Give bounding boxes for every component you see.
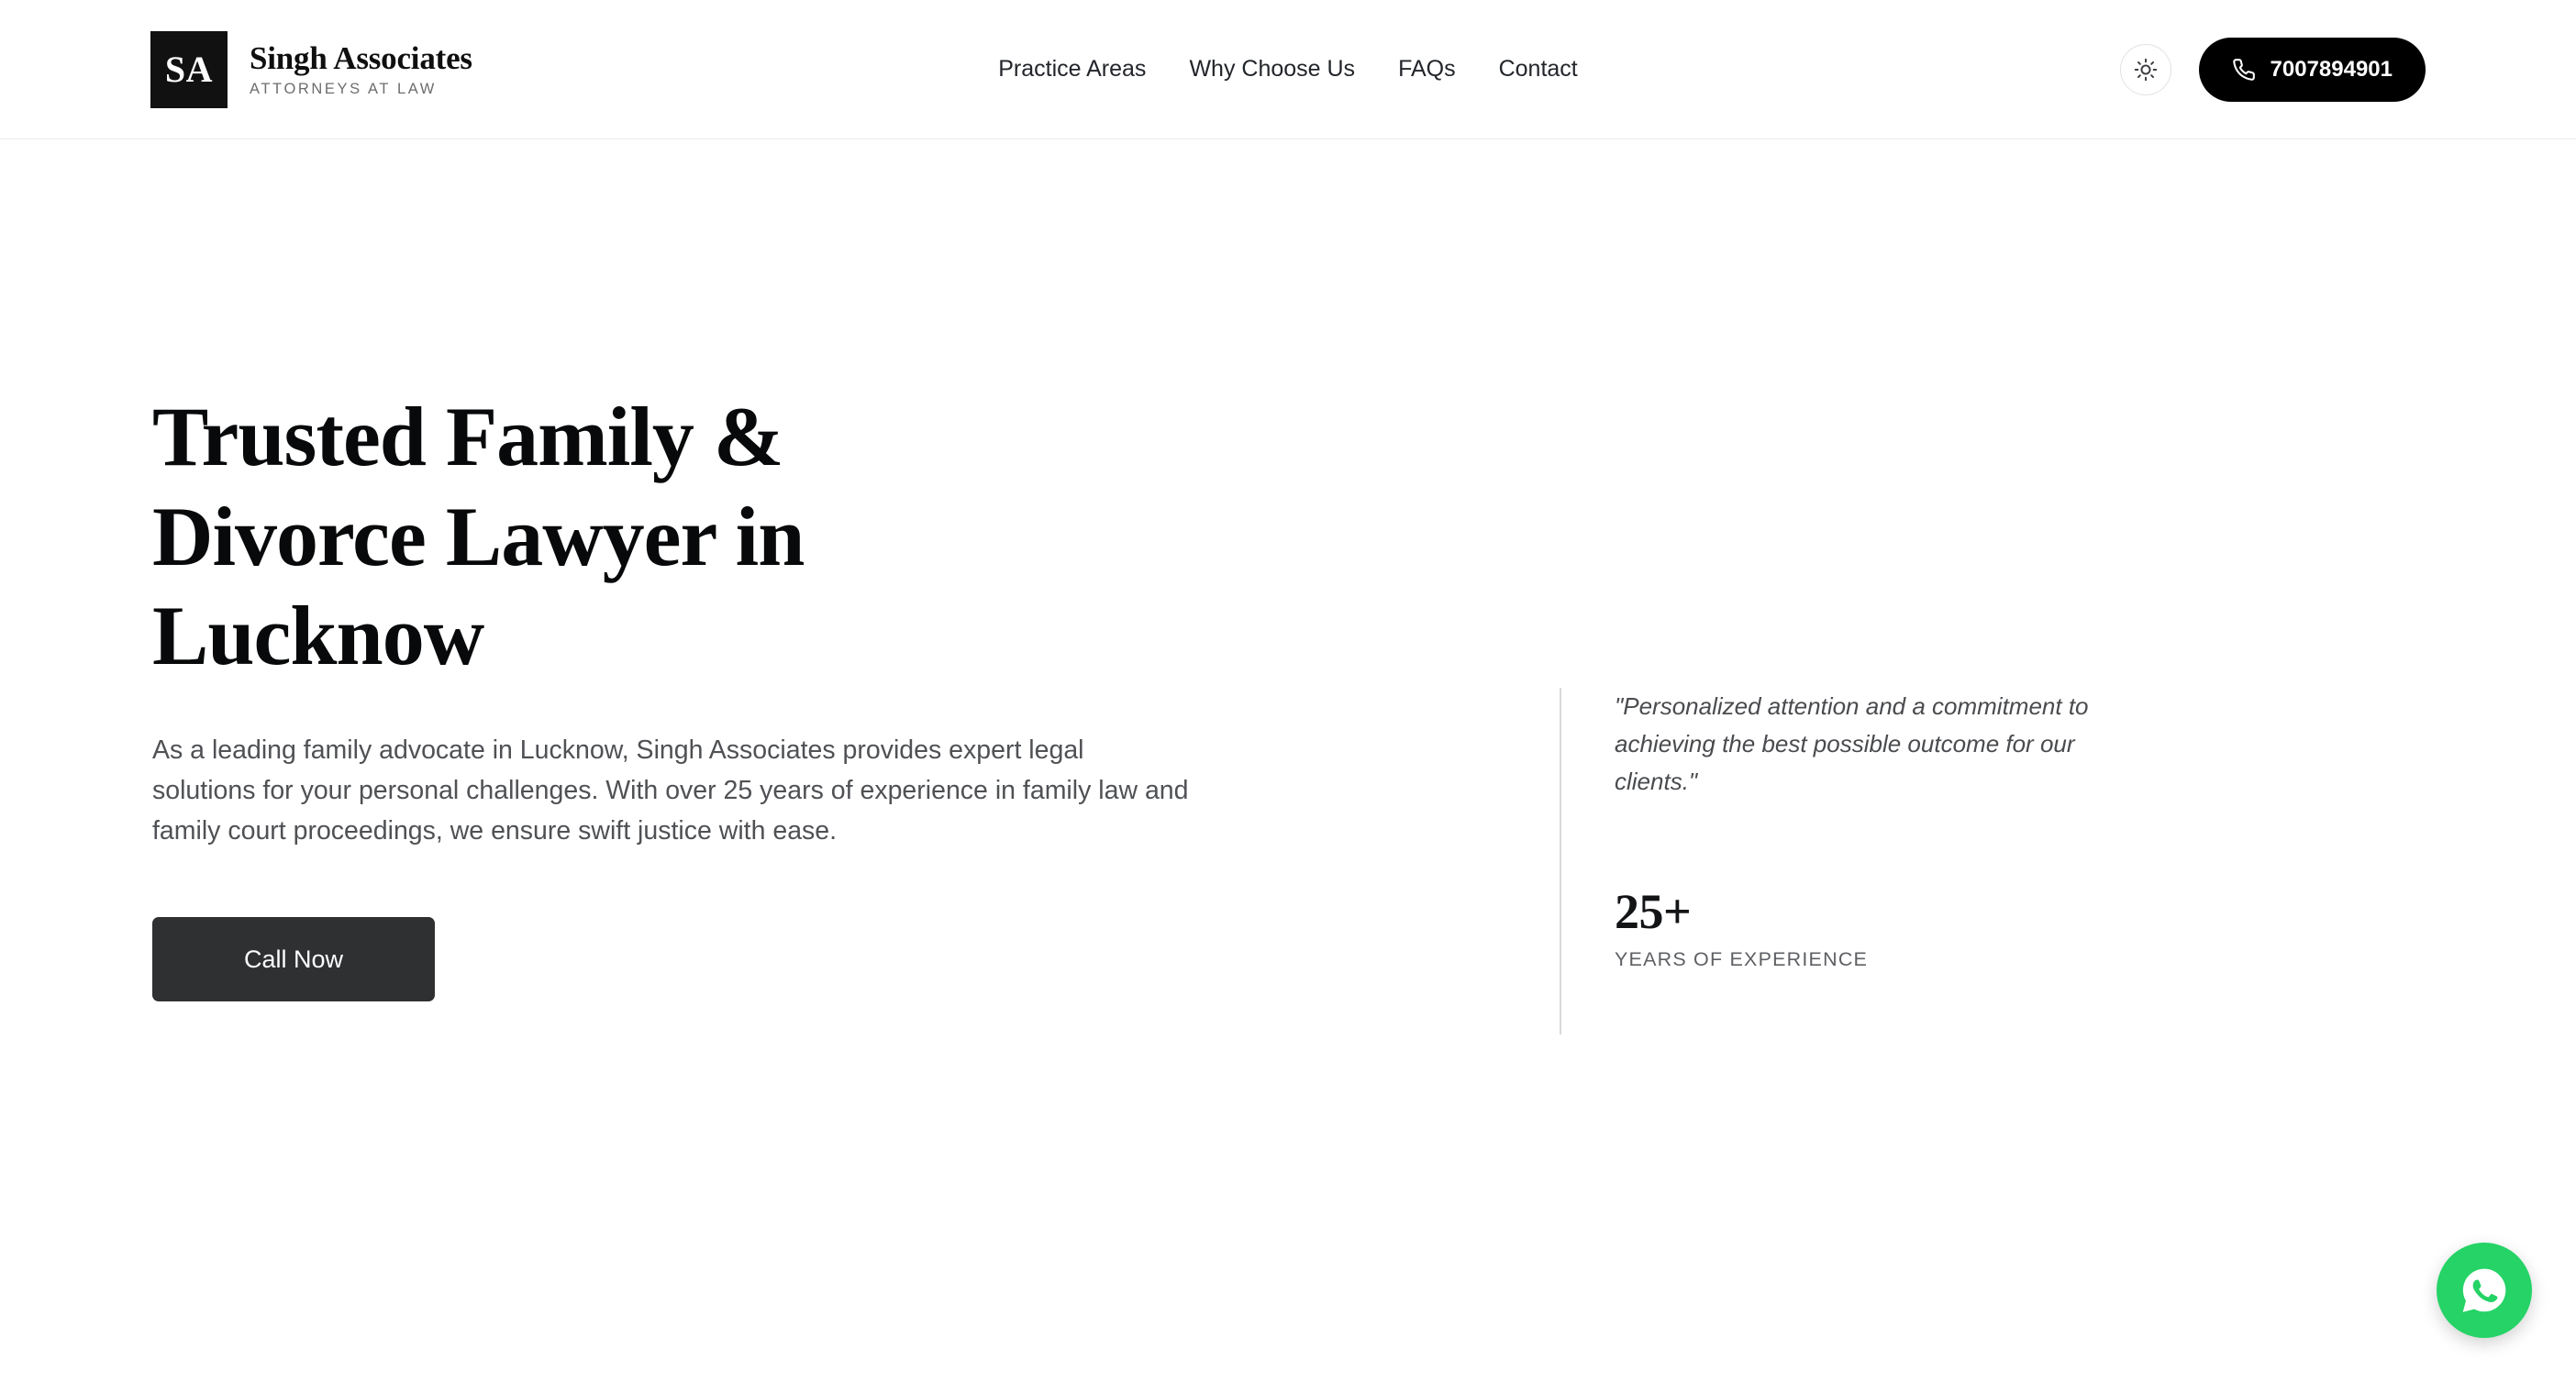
hero-title-line-1: Trusted Family & (152, 390, 783, 483)
call-now-button[interactable]: Call Now (152, 917, 435, 1001)
sun-icon (2134, 58, 2158, 82)
brand-logo[interactable] (150, 31, 472, 108)
nav-item-contact[interactable]: Contact (1498, 56, 1578, 82)
brand-text-block (250, 40, 472, 97)
nav-item-why-choose-us[interactable]: Why Choose Us (1189, 56, 1356, 82)
hero-title-line-2: Divorce Lawyer in (152, 489, 805, 583)
phone-icon (2232, 58, 2256, 82)
site-header (0, 0, 2576, 139)
hero-left-column (152, 387, 1528, 1001)
call-phone-button[interactable] (2199, 38, 2426, 102)
brand-tagline: ATTORNEYS AT LAW (250, 80, 437, 97)
nav-item-faqs[interactable]: FAQs (1398, 56, 1456, 82)
page-title (152, 387, 1051, 686)
hero-section (0, 139, 2576, 1001)
hero-description: As a leading family advocate in Lucknow, Singh Associates provides expert legal solutions for your personal challenges. With over 25 years of experience in family law and family court proceedings, we ensure swift justice with ease. (152, 735, 1189, 846)
whatsapp-float-button[interactable] (2437, 1243, 2532, 1338)
hero-highlight-panel (1560, 688, 2092, 1034)
hero-quote: "Personalized attention and a commitment to achieving the best possible outcome for our clients." (1615, 692, 2089, 796)
logo-initials-mark: SA (150, 31, 228, 108)
primary-navigation (998, 56, 1578, 83)
header-actions (2120, 38, 2426, 102)
hero-title-line-3: Lucknow (152, 589, 484, 683)
nav-item-practice-areas[interactable]: Practice Areas (998, 56, 1147, 82)
phone-number-label: 7007894901 (2270, 56, 2393, 82)
experience-stat-label: YEARS OF EXPERIENCE (1615, 948, 1869, 971)
experience-stat-number: 25+ (1615, 884, 1692, 940)
brand-name: Singh Associates (250, 40, 472, 77)
whatsapp-icon (2459, 1265, 2510, 1316)
theme-toggle-button[interactable] (2120, 44, 2171, 95)
